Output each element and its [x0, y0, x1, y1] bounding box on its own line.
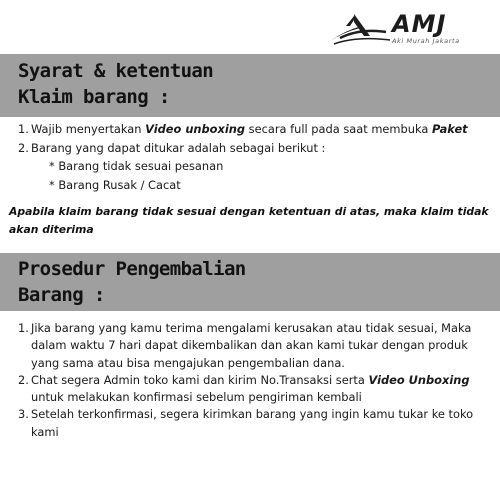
item-emphasis: Video Unboxing: [368, 372, 470, 387]
item-number: 2.: [18, 140, 29, 155]
section-heading-prosedur: [18, 256, 246, 308]
list-item: [18, 320, 490, 372]
list-item: [18, 120, 488, 139]
heading-line: Syarat & ketentuan: [18, 60, 214, 82]
item-text: Jika barang yang kamu terima mengalami kerusakan atau tidak sesuai, Maka dalam waktu 7 hari dapat dikembalikan dan akan kami tukar dengan produk yang sama atau bisa mengajukan pengembalian dana.: [31, 321, 472, 370]
list-item: [18, 139, 488, 195]
logo-tagline: Aki Murah Jakarta: [392, 37, 460, 45]
sub-item: * Barang tidak sesuai pesanan: [49, 159, 224, 173]
list-item: [18, 372, 490, 407]
item-text: Setelah terkonfirmasi, segera kirimkan barang yang ingin kamu tukar ke toko kami: [31, 407, 474, 439]
item-text: Chat segera Admin toko kami dan kirim No.Transaksi serta: [31, 372, 369, 387]
item-text: untuk melakukan konfirmasi sebelum pengiriman kembali: [31, 390, 362, 405]
section-banner-syarat: [0, 54, 500, 117]
prosedur-list: [18, 320, 490, 441]
item-emphasis: Paket: [431, 122, 468, 136]
sub-item: * Barang Rusak / Cacat: [49, 177, 181, 192]
list-item: [18, 406, 490, 441]
item-text: Wajib menyertakan: [31, 122, 146, 136]
syarat-list: [18, 120, 488, 194]
section-heading-syarat: [18, 58, 213, 110]
item-number: 1.: [18, 122, 29, 136]
item-emphasis: Video unboxing: [145, 122, 246, 136]
logo-wordmark: AMJ: [392, 10, 447, 38]
item-text: Barang yang dapat ditukar adalah sebagai berikut :: [31, 140, 326, 155]
heading-line: Barang :: [18, 284, 105, 306]
heading-line: Prosedur Pengembalian: [18, 258, 246, 280]
claim-note: Apabila klaim barang tidak sesuai dengan ketentuan di atas, maka klaim tidak akan diterima: [9, 205, 489, 236]
section-banner-prosedur: [0, 253, 500, 311]
item-text: secara full pada saat membuka: [245, 122, 432, 136]
item-number: 2.: [18, 372, 29, 387]
heading-line: Klaim barang :: [18, 86, 170, 108]
item-number: 1.: [18, 321, 29, 335]
item-number: 3.: [18, 407, 29, 422]
